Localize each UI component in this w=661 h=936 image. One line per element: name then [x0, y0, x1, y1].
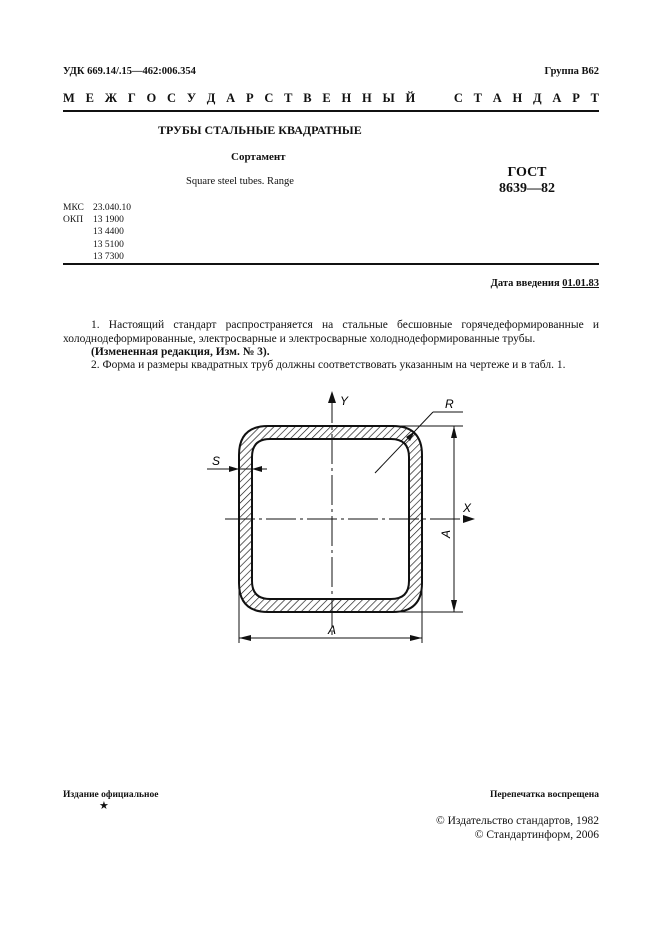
- dimension-a-side: A: [439, 529, 453, 538]
- dim-arrow-br: [410, 635, 422, 641]
- english-title: Square steel tubes. Range: [186, 176, 294, 187]
- star-mark: ★: [99, 800, 109, 812]
- intro-date: [491, 278, 599, 289]
- udk-code: УДК 669.14/.15—462:006.354: [63, 66, 196, 77]
- okp-code: 13 7300: [93, 251, 124, 262]
- banner-letter: Ж: [104, 91, 118, 105]
- banner-letter: С: [453, 91, 463, 105]
- thickness-label: S: [212, 454, 221, 468]
- banner-letter: Т: [473, 91, 482, 105]
- banner-letter: Г: [127, 91, 136, 105]
- thickness-arrow-left: [229, 466, 239, 472]
- mks-code: 23.040.10: [93, 203, 131, 213]
- banner-letter: С: [167, 91, 177, 105]
- dimension-a-bottom: A: [328, 623, 337, 637]
- banner-letter: Р: [572, 91, 580, 105]
- thickness-arrow-right: [252, 466, 262, 472]
- copyright-1982: © Издательство стандартов, 1982: [435, 815, 599, 827]
- okp-code: 13 5100: [93, 239, 124, 250]
- intro-date-value: 01.01.83: [562, 278, 599, 289]
- tube-cross-section-drawing: [195, 385, 485, 650]
- copyright-2006: © Стандартинформ, 2006: [474, 829, 599, 841]
- y-axis-label: Y: [340, 394, 349, 408]
- banner-letter: С: [264, 91, 274, 105]
- banner-letter: О: [146, 91, 157, 105]
- banner-letter: Д: [533, 91, 542, 105]
- banner-letter: Е: [322, 91, 331, 105]
- banner-letter: А: [226, 91, 236, 105]
- banner-letter: Н: [512, 91, 523, 105]
- okp-label: ОКП: [63, 215, 84, 226]
- banner-letter: [426, 91, 429, 106]
- header-rule: [63, 110, 599, 112]
- banner-letter: А: [552, 91, 562, 105]
- standard-type-banner: [63, 91, 599, 106]
- gost-designation: [499, 165, 555, 197]
- banner-letter: В: [303, 91, 312, 105]
- banner-letter: Р: [245, 91, 254, 105]
- banner-letter: Т: [284, 91, 293, 105]
- banner-letter: Н: [362, 91, 372, 105]
- document-subtitle: Сортамент: [231, 151, 286, 163]
- banner-letter: Ы: [382, 91, 395, 105]
- banner-letter: Е: [85, 91, 94, 105]
- okp-code: 13 1900: [93, 215, 124, 226]
- official-edition-note: Издание официальное: [63, 790, 159, 800]
- reprint-note: Перепечатка воспрещена: [489, 790, 599, 800]
- paragraph-2: 2. Форма и размеры квадратных труб должны соответствовать указанным на чертеже и в табл. 1.: [91, 359, 566, 371]
- mks-label: МКС: [63, 203, 84, 213]
- classification-codes: [63, 202, 131, 263]
- document-title: ТРУБЫ СТАЛЬНЫЕ КВАДРАТНЫЕ: [158, 123, 362, 137]
- y-axis-arrow: [328, 391, 336, 403]
- banner-letter: У: [186, 91, 197, 105]
- dim-arrow-bottom: [451, 600, 457, 612]
- banner-letter: М: [63, 91, 75, 105]
- paragraph-1: 1. Настоящий стандарт распространяется на стальные бесшовные горячедеформированные и холоднодеформированные, электросварные и электросварные холоднодеформированные трубы.: [63, 319, 599, 345]
- banner-letter: А: [492, 91, 502, 105]
- banner-letter: Й: [405, 91, 416, 105]
- radius-label: R: [445, 397, 454, 411]
- radius-leader: [375, 412, 433, 473]
- gost-label: ГОСТ: [507, 165, 547, 180]
- banner-letter: Т: [590, 91, 599, 105]
- amendment-note: (Измененная редакция, Изм. № 3).: [91, 346, 270, 358]
- okp-code: 13 4400: [93, 227, 124, 238]
- intro-date-label: Дата введения: [490, 278, 560, 289]
- x-axis-arrow: [463, 515, 475, 523]
- banner-letter: [440, 91, 443, 106]
- copyright-block: [436, 814, 599, 842]
- banner-letter: Н: [341, 91, 352, 105]
- group-code: Группа В62: [544, 66, 599, 77]
- x-axis-label: X: [463, 501, 472, 515]
- banner-letter: Д: [206, 91, 216, 105]
- dim-arrow-top: [451, 426, 457, 438]
- codes-rule: [63, 263, 599, 265]
- dim-arrow-bl: [239, 635, 251, 641]
- gost-number: 8639—82: [499, 181, 555, 196]
